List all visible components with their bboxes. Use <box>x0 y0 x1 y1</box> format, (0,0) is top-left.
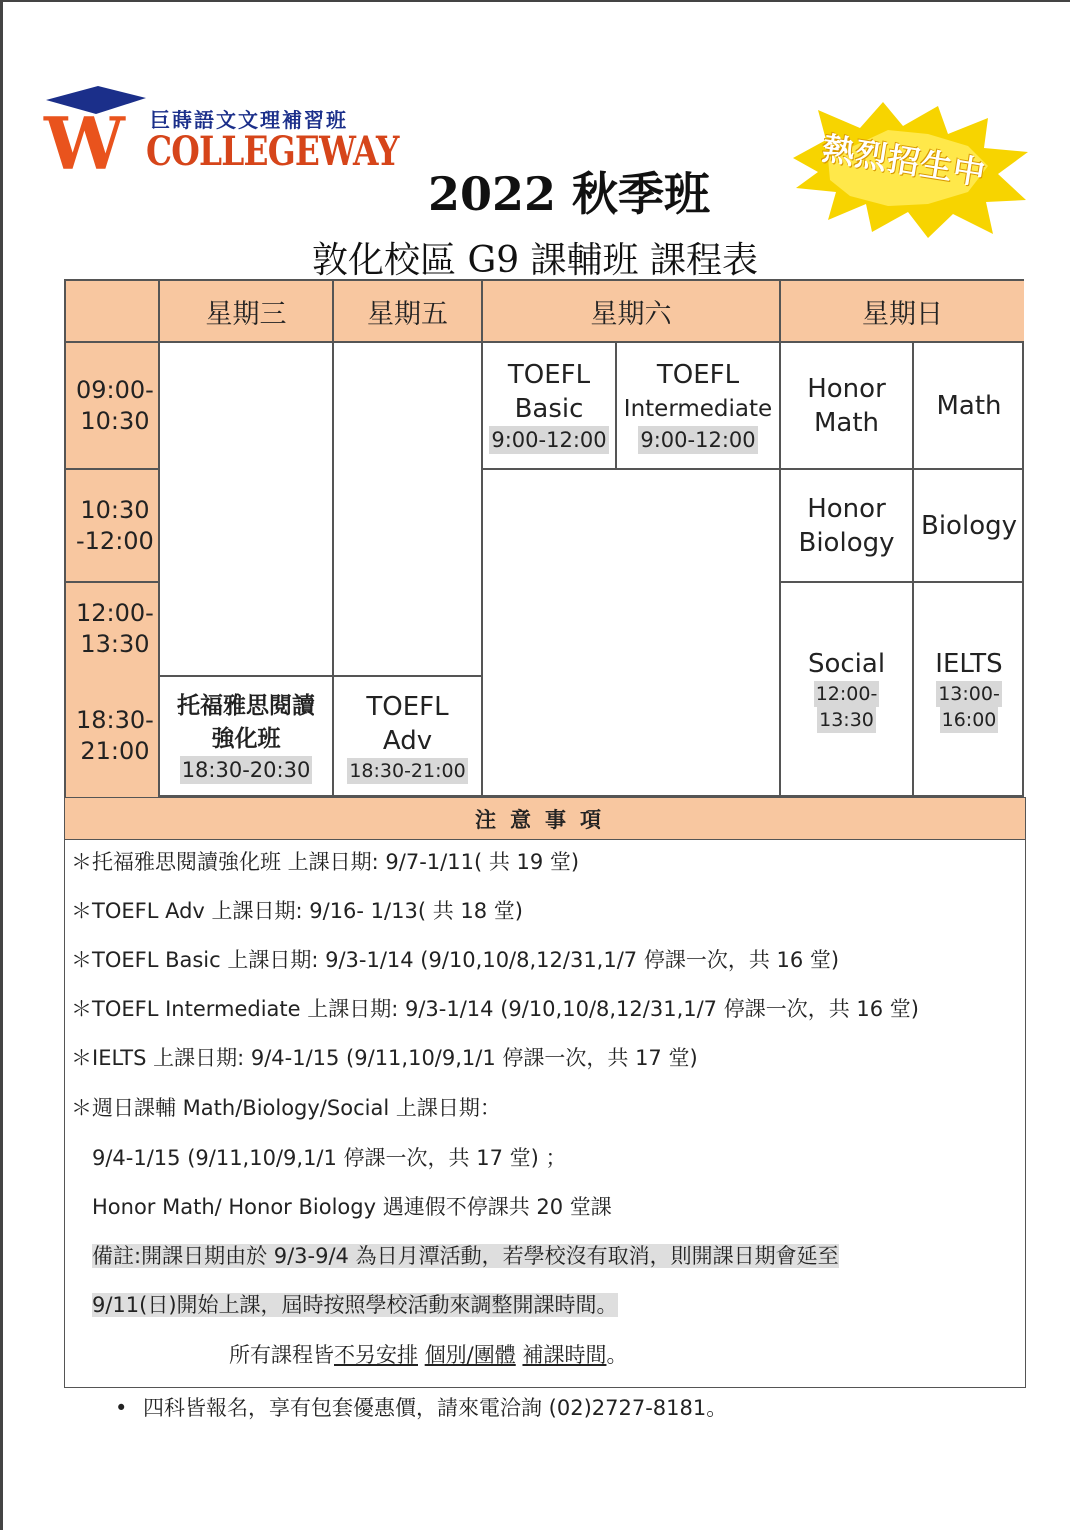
notes-section <box>64 840 1026 1388</box>
logo-english-name: COLLEGEWAY <box>146 128 399 175</box>
header-sunday: 星期日 <box>781 281 1024 343</box>
page-border-left <box>0 0 3 1530</box>
friday-empty <box>334 343 483 677</box>
note-remark-1: 備註:開課日期由於 9/3-9/4 為日月潭活動，若學校沒有取消，則開課日期會延至 <box>92 1244 839 1268</box>
course-math: Math <box>914 343 1024 470</box>
note-sunday-detail: 9/4-1/15 (9/11,10/9,1/1 停課一次，共 17 堂) ； <box>92 1146 567 1170</box>
page-subtitle: 敦化校區 G9 課輔班 課程表 <box>312 240 758 281</box>
header-corner <box>66 281 160 343</box>
course-time: 13:30 <box>819 709 874 731</box>
page-border-top <box>0 0 1070 2</box>
course-time: 9:00-12:00 <box>491 427 607 452</box>
header-saturday: 星期六 <box>483 281 781 343</box>
note-item: ＊托福雅思閱讀強化班 上課日期: 9/7-1/11( 共 19 堂) <box>71 850 580 874</box>
course-honor-math: Honor Math <box>781 343 914 470</box>
course-toefl-basic: TOEFL Basic 9:00-12:00 <box>483 343 617 470</box>
course-toefl-adv: TOEFL Adv 18:30-21:00 <box>334 677 483 797</box>
time-slot-3: 12:00- 13:30 <box>66 583 160 675</box>
course-time: 12:00- <box>815 683 878 705</box>
note-item: ＊IELTS 上課日期: 9/4-1/15 (9/11,10/9,1/1 停課一次，共 17 堂) <box>71 1046 698 1070</box>
logo-chinese-name: 巨蒔語文文理補習班 <box>150 108 348 132</box>
course-time: 18:30-20:30 <box>181 758 311 782</box>
package-offer-note: • 四科皆報名，享有包套優惠價，請來電洽詢 (02)2727-8181。 <box>115 1396 728 1420</box>
course-honor-biology: Honor Biology <box>781 470 914 583</box>
course-time: 13:00- <box>938 683 1000 705</box>
logo-letter: W <box>44 101 121 186</box>
course-social: Social 12:00- 13:30 <box>781 583 914 797</box>
course-reading: 托福雅思閱讀 強化班 18:30-20:30 <box>160 677 334 797</box>
note-item: ＊TOEFL Intermediate 上課日期: 9/3-1/14 (9/10,10/8,12/31,1/7 停課一次，共 16 堂) <box>71 997 919 1021</box>
time-slot-1: 09:00- 10:30 <box>66 343 160 470</box>
note-honor: Honor Math/ Honor Biology 遇連假不停課共 20 堂課 <box>92 1195 612 1219</box>
note-item: ＊TOEFL Adv 上課日期: 9/16- 1/13( 共 18 堂) <box>71 899 523 923</box>
note-item: ＊週日課輔 Math/Biology/Social 上課日期： <box>71 1096 501 1120</box>
course-ielts: IELTS 13:00- 16:00 <box>935 649 1003 731</box>
header-wednesday: 星期三 <box>160 281 334 343</box>
wednesday-empty <box>160 343 334 677</box>
course-toefl-intermediate: TOEFL Intermediate 9:00-12:00 <box>617 343 781 470</box>
notes-heading: 注意事項 <box>64 797 1026 840</box>
note-item: ＊TOEFL Basic 上課日期: 9/3-1/14 (9/10,10/8,12/31,1/7 停課一次，共 16 堂) <box>71 948 840 972</box>
course-time: 9:00-12:00 <box>640 427 756 452</box>
schedule-table <box>64 279 1024 797</box>
note-final: 所有課程皆不另安排 個別/團體 補課時間。 <box>229 1343 628 1367</box>
badge-text: 熱烈招生中 <box>819 129 989 193</box>
course-time: 18:30-21:00 <box>349 760 466 782</box>
course-biology: Biology <box>914 470 1024 583</box>
saturday-empty <box>483 470 781 797</box>
note-remark-2: 9/11(日)開始上課，屆時按照學校活動來調整開課時間。 <box>92 1293 618 1317</box>
time-slot-4: 18:30- 21:00 <box>66 675 160 797</box>
header-friday: 星期五 <box>334 281 483 343</box>
course-time: 16:00 <box>941 709 997 731</box>
collegeway-logo <box>42 86 399 186</box>
time-slot-2: 10:30 -12:00 <box>66 470 160 583</box>
page-title: 2022 秋季班 <box>428 167 711 221</box>
bullet-icon: • <box>115 1396 128 1420</box>
